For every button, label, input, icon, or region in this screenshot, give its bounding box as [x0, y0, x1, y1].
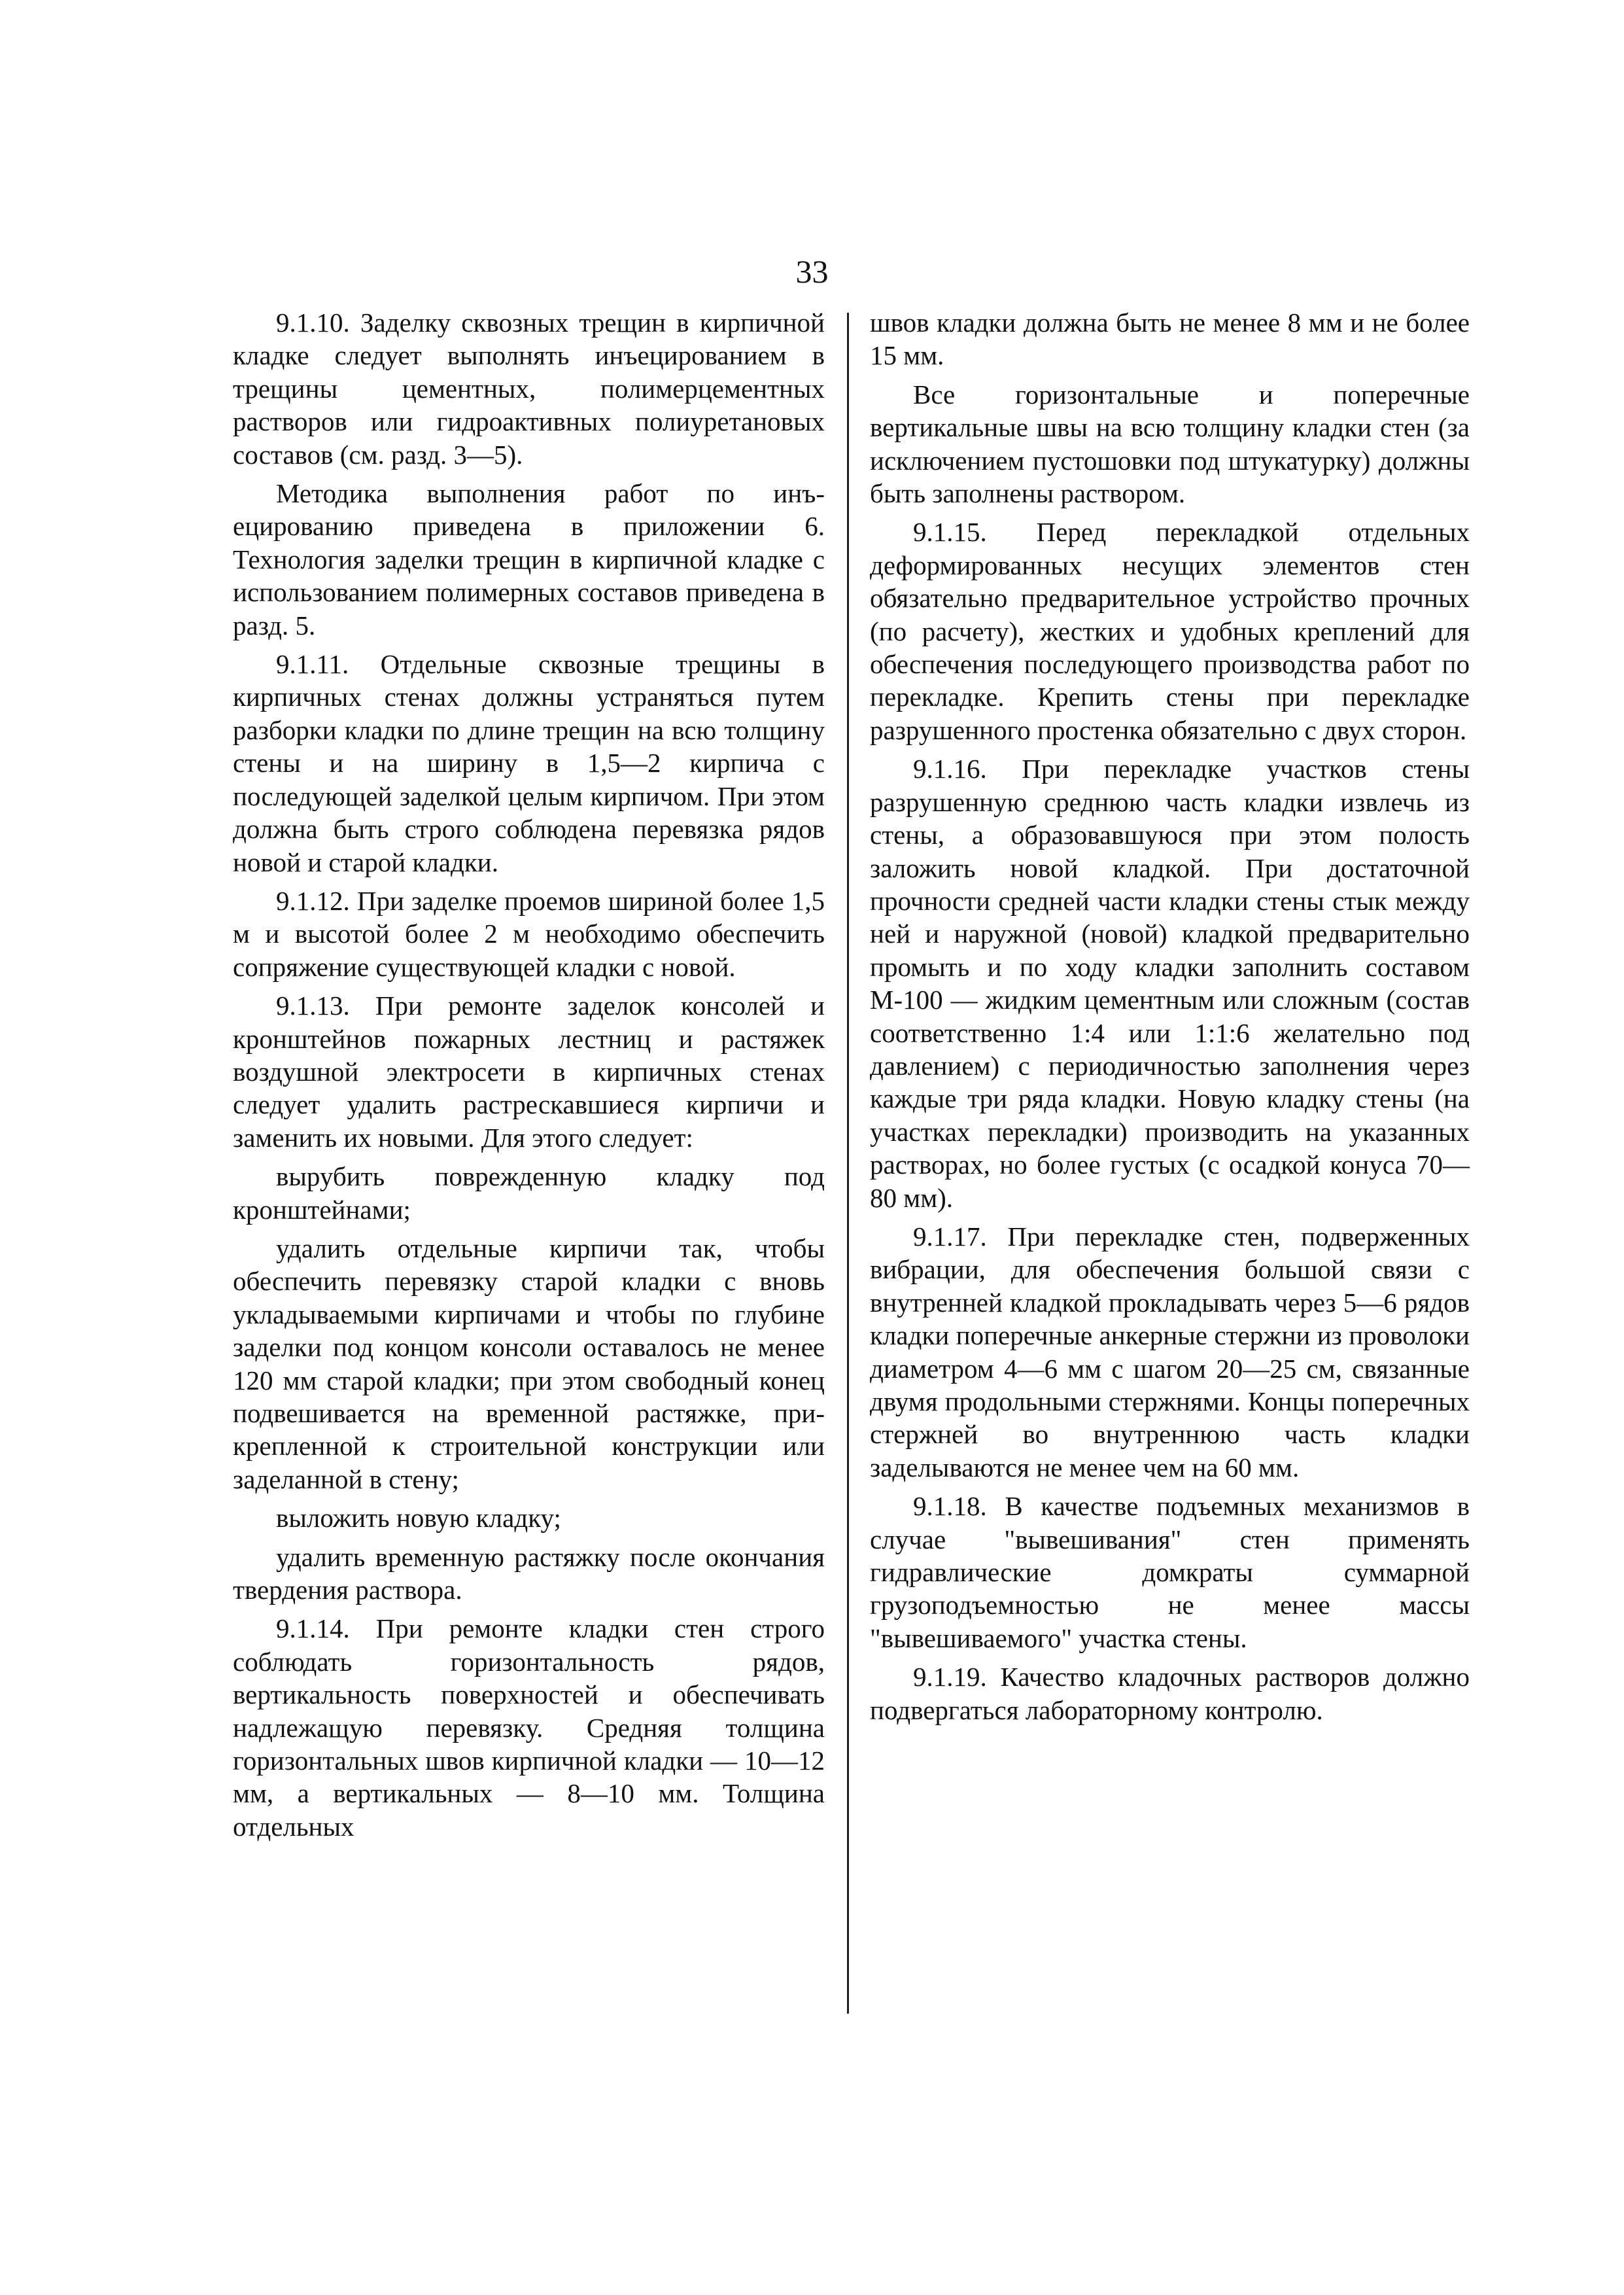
list-item-lay-new: выложить новую кладку; — [276, 1503, 561, 1533]
paragraph-9-1-18: 9.1.18. В качестве подъемных механизмов в случае "вывешивания" стен применять гидравлические домкраты суммарной грузоподъемностью не менее массы "вывешиваемого" участка стены. — [870, 1491, 1470, 1653]
page-number: 33 — [795, 253, 829, 290]
list-item-remove-bricks: удалить отдельные кирпичи так, чтобы обеспечить перевязку старой кладки с вновь укладываемыми кирпичами и чтобы по глубине заделки под концом консоли оставалось не менее 120 мм старой кладки; при этом свободный конец подвешивается на временной растяжке, прикрепленной к строительной конструкции или заделанной в стену; — [233, 1233, 825, 1494]
paragraph-9-1-14-continuation: швов кладки должна быть не менее 8 мм и не более 15 мм. — [870, 307, 1470, 371]
right-column — [870, 306, 1470, 1732]
paragraph-9-1-19: 9.1.19. Качество кладочных растворов должно подвергаться лабораторному контролю. — [870, 1662, 1470, 1725]
paragraph-9-1-14: 9.1.14. При ремонте кладки стен строго соблюдать горизонтальность рядов, вертикальность поверхностей и обеспечивать надлежащую перевязку. Средняя толщина горизонтальных швов кирпичной кладки — 10—12 мм, а вертикальных — 8—10 мм. Толщина отдельных — [233, 1613, 825, 1842]
column-divider — [847, 313, 849, 2014]
paragraph-9-1-10: 9.1.10. Заделку сквозных трещин в кирпичной кладке следует выполнять инъецированием в трещины цементных, полимерцементных растворов или гидроактивных полиуретановых составов (см. разд. 3—5). — [233, 307, 825, 470]
paragraph-9-1-12: 9.1.12. При заделке проемов шириной более 1,5 м и высотой более 2 м необходимо обеспечить сопряжение существующей кладки с новой. — [233, 885, 825, 982]
paragraph-9-1-13: 9.1.13. При ремонте заделок консолей и кронштейнов пожарных лестниц и растяжек воздушной электросети в кирпичных стенах следует удалить растрескавшиеся кирпичи и заменить их новыми. Для этого следует: — [233, 990, 825, 1153]
paragraph-joints-filled: Все горизонтальные и поперечные вертикальные швы на всю толщину кладки стен (за исключением пустошовки под штукатурку) должны быть заполнены раствором. — [870, 379, 1470, 509]
left-column — [233, 306, 825, 1849]
paragraph-9-1-11: 9.1.11. Отдельные сквозные трещины в кирпичных стенах должны устраняться путем разборки кладки по длине трещин на всю толщину стены и на ширину в 1,5—2 кирпича с последующей заделкой целым кирпичом. При этом должна быть строго соблюдена перевязка рядов новой и старой кладки. — [233, 649, 825, 877]
list-item-remove-brace: удалить временную растяжку после окончания твердения раствора. — [233, 1541, 825, 1605]
paragraph-9-1-16: 9.1.16. При перекладке участков стены разрушенную среднюю часть кладки извлечь из стены, а образовавшуюся при этом полость заложить новой кладкой. При достаточной прочности средней части кладки стены стык между ней и наружной (новой) кладкой предварительно промыть и по ходу кладки заполнить составом М-100 — жидким цементным или сложным (состав соответственно 1:4 или 1:1:6 желательно под давлением) с периодичностью заполнения через каждые три ряда кладки. Новую кладку стены (на участках перекладки) производить на указанных растворах, но более густых (с осадкой конуса 70—80 мм). — [870, 754, 1470, 1213]
list-item-cut-masonry: вырубить поврежденную кладку под кронштейнами; — [233, 1161, 825, 1225]
paragraph-9-1-17: 9.1.17. При перекладке стен, подверженных вибрации, для обеспечения большой связи с внутренней кладкой прокладывать через 5—6 рядов кладки поперечные анкерные стержни из проволоки диаметром 4—6 мм с шагом 20—25 см, связанные двумя продольными стержнями. Концы поперечных стержней во внутреннюю часть кладки заделываются не менее чем на 60 мм. — [870, 1221, 1470, 1482]
paragraph-injection-method: Методика выполнения работ по инъецированию приведена в приложении 6. Технология заделки трещин в кирпичной кладке с использованием полимерных составов приведена в разд. 5. — [233, 478, 825, 640]
paragraph-9-1-15: 9.1.15. Перед перекладкой отдельных деформированных несущих элементов стен обязательно предварительное устройство прочных (по расчету), жестких и удобных креплений для обеспечения последующего производства работ по перекладке. Крепить стены при перекладке разрушенного простенка обязательно с двух сторон. — [870, 517, 1470, 745]
